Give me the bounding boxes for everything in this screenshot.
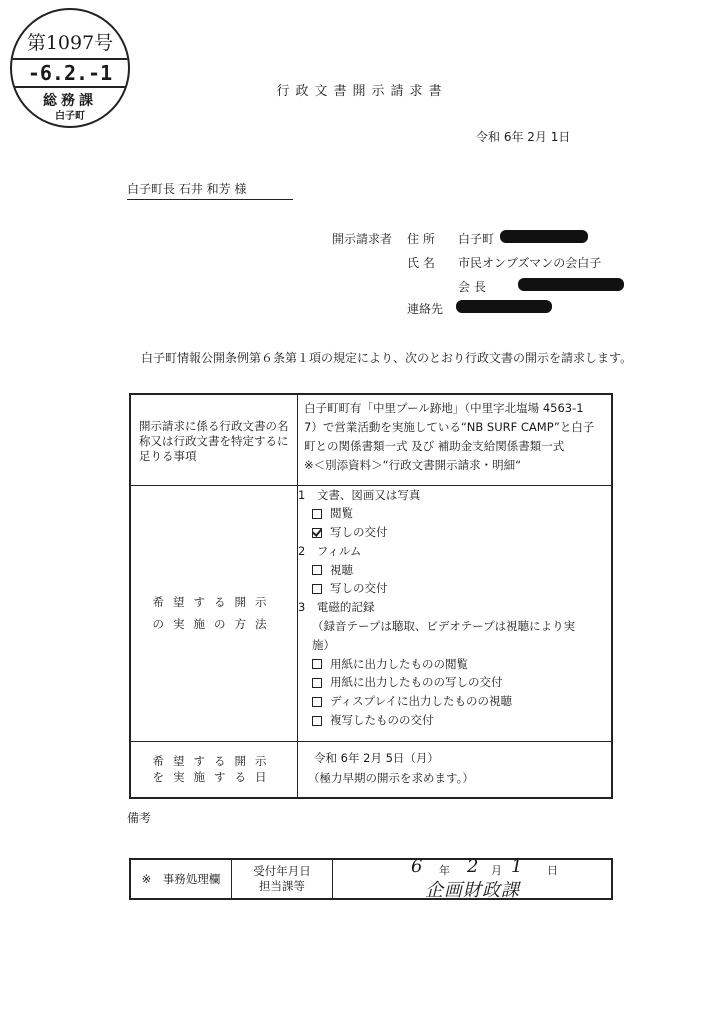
- chair-label: 会 長: [458, 280, 486, 294]
- handwritten-day: 1: [511, 856, 523, 877]
- option-1a[interactable]: [298, 504, 611, 523]
- option-1a-label: 閲覧: [330, 506, 353, 521]
- method-label-line-1: 希望する開示: [152, 595, 276, 609]
- option-2b-label: 写しの交付: [330, 581, 388, 596]
- office-processing-table: [129, 858, 613, 900]
- checkbox-icon[interactable]: [312, 716, 322, 726]
- checkbox-icon[interactable]: [312, 509, 322, 519]
- option-2a-label: 視聴: [330, 562, 353, 577]
- document-row-label: 開示請求に係る行政文書の名称又は行政文書を特定するに足りる事項: [130, 394, 298, 485]
- desired-date-note: （極力早期の開示を求めます。）: [308, 770, 474, 785]
- reception-stamp: [10, 8, 130, 128]
- option-3c-label: ディスプレイに出力したものの視聴: [330, 694, 513, 709]
- document-line-2: 7）で営業活動を実施している“NB SURF CAMP”と白子: [304, 420, 595, 434]
- contact-label: 連絡先: [407, 302, 444, 316]
- request-date: 令和 6年 2月 1日: [476, 130, 571, 144]
- document-row-value: [298, 394, 613, 485]
- option-3b[interactable]: [298, 673, 611, 692]
- date-row: [130, 741, 612, 798]
- option-2a[interactable]: [298, 561, 611, 580]
- option-3d-label: 複写したものの交付: [330, 713, 434, 728]
- request-statement: 白子町情報公開条例第６条第１項の規定により、次のとおり行政文書の開示を請求します。: [141, 351, 633, 365]
- option-2b[interactable]: [298, 579, 611, 598]
- name-value: 市民オンブズマンの会白子: [458, 256, 602, 270]
- month-label: 月: [491, 864, 502, 877]
- date-label-line-2: を実施する日: [152, 770, 276, 785]
- method-label-line-2: の実施の方法: [152, 617, 276, 631]
- checkbox-icon[interactable]: [312, 697, 322, 707]
- option-1b-label: 写しの交付: [330, 525, 388, 540]
- document-line-3: 町との関係書類一式 及び 補助金支給関係書類一式: [304, 439, 565, 453]
- section-3-heading: 3 電磁的記録: [298, 600, 375, 615]
- stamp-number: 第1097号: [26, 32, 114, 54]
- received-date-label: 受付年月日: [253, 864, 311, 878]
- handwritten-year: 6: [411, 856, 423, 877]
- section-3-note-1: （録音テープは聴取、ビデオテープは視聴により実: [312, 619, 576, 634]
- option-3b-label: 用紙に出力したものの写しの交付: [330, 675, 503, 690]
- addressee: 白子町長 石井 和芳 様: [127, 180, 293, 200]
- section-1-heading: 1 文書、図画又は写真: [298, 487, 421, 502]
- method-options: [298, 485, 613, 741]
- date-row-value: [298, 741, 613, 798]
- option-3a-label: 用紙に出力したものの閲覧: [330, 656, 468, 671]
- year-label: 年: [439, 864, 450, 877]
- method-row-label: [130, 485, 298, 741]
- checkbox-icon[interactable]: [312, 659, 322, 669]
- office-field-labels: [232, 859, 333, 899]
- option-3a[interactable]: [298, 655, 611, 674]
- checkbox-icon[interactable]: [312, 678, 322, 688]
- office-label: ※ 事務処理欄: [130, 859, 232, 899]
- office-entry: [333, 856, 613, 901]
- redaction-address: [500, 230, 588, 243]
- document-line-1: 白子町町有「中里プール跡地」（中里字北塩場 4563-1: [304, 401, 584, 415]
- redaction-chair: [518, 278, 624, 291]
- section-3-note-2: 施）: [312, 637, 335, 652]
- checkbox-checked-icon[interactable]: [312, 528, 322, 538]
- name-label: 氏 名: [407, 256, 435, 270]
- stamp-town: 白子町: [55, 111, 85, 122]
- option-3d[interactable]: [298, 711, 611, 730]
- redaction-contact: [456, 300, 552, 313]
- stamp-dept: 総務課: [43, 93, 97, 109]
- request-table: [129, 393, 613, 799]
- address-value: 白子町: [458, 232, 495, 246]
- option-1b[interactable]: [298, 523, 611, 542]
- remarks-label: 備考: [127, 811, 152, 825]
- checkbox-icon[interactable]: [312, 565, 322, 575]
- stamp-date: -6.2.-1: [12, 58, 128, 88]
- document-title: 行政文書開示請求書: [276, 84, 448, 99]
- handwritten-month: 2: [467, 856, 479, 877]
- department-label: 担当課等: [259, 879, 305, 893]
- option-3c[interactable]: [298, 692, 611, 711]
- date-row-label: [130, 741, 298, 798]
- desired-date: 令和 6年 2月 5日（月）: [314, 750, 439, 765]
- handwritten-department: 企画財政課: [425, 880, 520, 901]
- checkbox-icon[interactable]: [312, 584, 322, 594]
- date-label-line-1: 希望する開示: [152, 754, 276, 769]
- document-line-4: ※＜別添資料＞“行政文書開示請求・明細“: [304, 458, 522, 472]
- requester-label: 開示請求者: [332, 232, 393, 246]
- document-row: [130, 394, 612, 485]
- address-label: 住 所: [407, 232, 435, 246]
- day-label: 日: [547, 864, 558, 877]
- method-row: [130, 485, 612, 741]
- section-2-heading: 2 フィルム: [298, 543, 362, 558]
